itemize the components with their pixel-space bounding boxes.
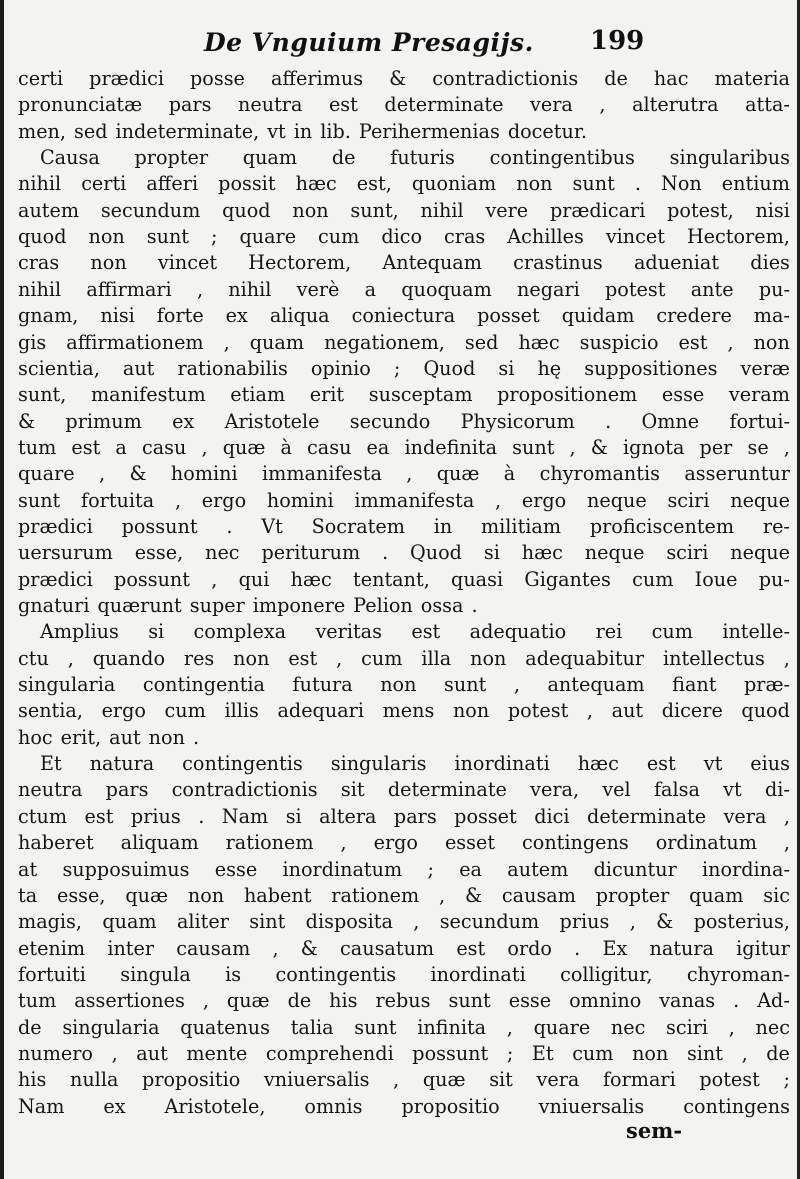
text-line: nihil affirmari , nihil verè a quoquam negari potest ante pu- bbox=[18, 277, 790, 301]
text-line: nihil certi afferi possit hæc est, quoniam non sunt . Non entium bbox=[18, 172, 790, 196]
text-line: ta esse, quæ non habent rationem , & causam propter quam sic bbox=[18, 883, 790, 907]
text-line: certi prædici posse afferimus & contradictionis de hac materia bbox=[18, 67, 790, 90]
text-line: Et natura contingentis singularis inordinati hæc est vt eius bbox=[40, 752, 790, 776]
text-line: Nam ex Aristotele, omnis propositio vniuersalis contingens bbox=[18, 1094, 790, 1118]
text-line: quare , & homini immanifesta , quæ à chyromantis asseruntur bbox=[18, 462, 790, 486]
text-line: tum est a casu , quæ à casu ea indefinita sunt , & ignota per se , bbox=[18, 435, 790, 459]
page-number: 199 bbox=[590, 26, 645, 56]
text-line: prædici possunt . Vt Socratem in militiam proficiscentem re- bbox=[18, 514, 790, 538]
text-line: uersurum esse, nec periturum . Quod si hæc neque sciri neque bbox=[18, 541, 790, 565]
show-through-shadow bbox=[44, 1128, 564, 1158]
text-line: hoc erit, aut non . bbox=[18, 725, 200, 749]
text-line: Causa propter quam de futuris contingentibus singularibus bbox=[40, 146, 790, 170]
text-line: fortuiti singula is contingentis inordinati colligitur, chyroman- bbox=[18, 962, 790, 986]
catchword: sem- bbox=[626, 1118, 683, 1143]
text-line: gnaturi quærunt super imponere Pelion ossa . bbox=[18, 594, 478, 617]
text-line: numero , aut mente comprehendi possunt ; Et cum non sint , de bbox=[18, 1041, 790, 1065]
text-line: ctu , quando res non est , cum illa non adequabitur intellectus , bbox=[18, 646, 790, 670]
text-line: tum assertiones , quæ de his rebus sunt esse omnino vanas . Ad- bbox=[18, 989, 790, 1013]
text-line: de singularia quatenus talia sunt infinita , quare nec sciri , nec bbox=[18, 1015, 790, 1039]
running-head bbox=[4, 22, 800, 62]
text-line: prædici possunt , qui hæc tentant, quasi Gigantes cum Ioue pu- bbox=[18, 567, 790, 591]
text-line: at supposuimus esse inordinatum ; ea autem dicuntur inordina- bbox=[18, 857, 790, 881]
text-line: men, sed indeterminate, vt in lib. Perihermenias docetur. bbox=[18, 119, 588, 143]
text-line: his nulla propositio vniuersalis , quæ sit vera formari potest ; bbox=[18, 1068, 790, 1092]
text-line: sunt, manifestum etiam erit susceptam propositionem esse veram bbox=[18, 383, 790, 407]
text-line: gis affirmationem , quam negationem, sed hæc suspicio est , non bbox=[18, 330, 790, 354]
running-head-title: De Vnguium Presagijs. bbox=[204, 28, 534, 57]
text-line: magis, quam aliter sint disposita , secundum prius , & posterius, bbox=[18, 910, 790, 934]
text-line: Amplius si complexa veritas est adequatio rei cum intelle- bbox=[40, 620, 790, 644]
text-line: ctum est prius . Nam si altera pars posset dici determinate vera , bbox=[18, 804, 790, 828]
text-line: singularia contingentia futura non sunt , antequam fiant præ- bbox=[18, 673, 790, 697]
text-line: haberet aliquam rationem , ergo esset contingens ordinatum , bbox=[18, 831, 790, 855]
text-line: pronunciatæ pars neutra est determinate vera , alterutra atta- bbox=[18, 93, 790, 117]
text-line: autem secundum quod non sunt, nihil vere prædicari potest, nisi bbox=[18, 198, 790, 222]
text-line: etenim inter causam , & causatum est ordo . Ex natura igitur bbox=[18, 936, 790, 960]
text-line: gnam, nisi forte ex aliqua coniectura posset quidam credere ma- bbox=[18, 304, 790, 328]
text-line: sunt fortuita , ergo homini immanifesta , ergo neque sciri neque bbox=[18, 488, 790, 512]
text-line: scientia, aut rationabilis opinio ; Quod si hę suppositiones veræ bbox=[18, 356, 790, 380]
text-line: sentia, ergo cum illis adequari mens non potest , aut dicere quod bbox=[18, 699, 790, 723]
text-line: & primum ex Aristotele secundo Physicorum . Omne fortui- bbox=[18, 409, 790, 433]
text-line: neutra pars contradictionis sit determinate vera, vel falsa vt di- bbox=[18, 778, 790, 802]
text-line: cras non vincet Hectorem, Antequam crastinus adueniat dies bbox=[18, 251, 790, 275]
text-line: quod non sunt ; quare cum dico cras Achilles vincet Hectorem, bbox=[18, 225, 790, 249]
